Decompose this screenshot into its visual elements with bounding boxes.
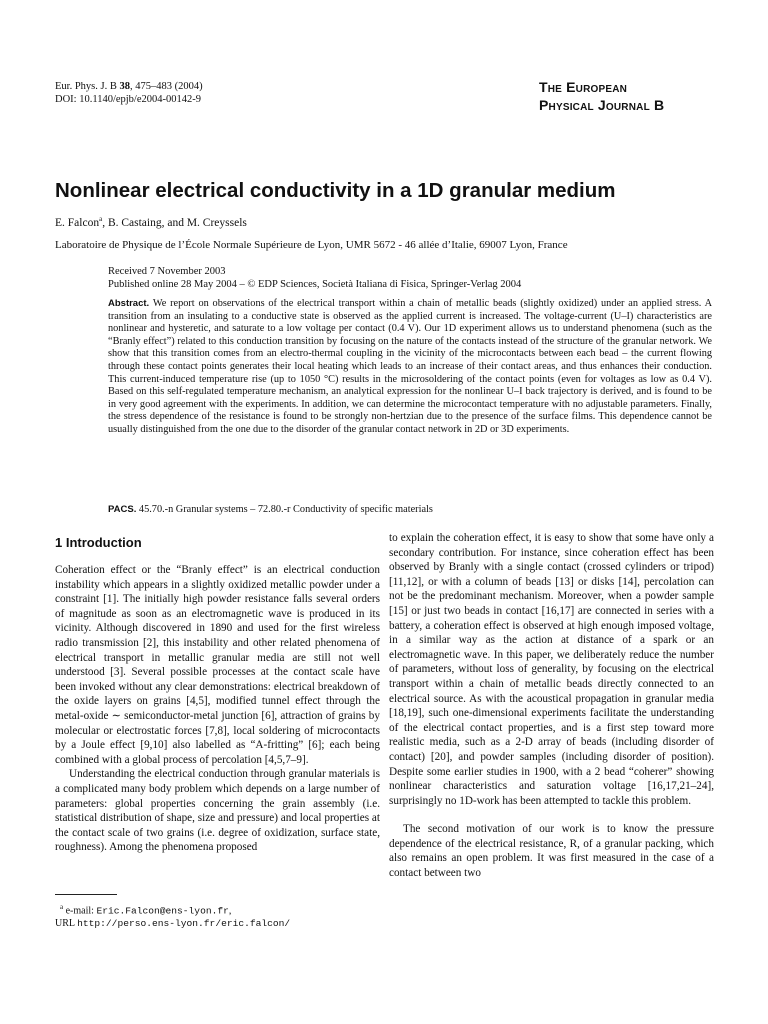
received-date: Received 7 November 2003 xyxy=(108,266,226,277)
body-column-left xyxy=(55,563,380,855)
abstract-label: Abstract. xyxy=(108,298,150,309)
footnote-email-line: $^a$ e-mail: Eric.Falcon@ens-lyon.fr, xyxy=(60,903,232,917)
paragraph: Understanding the electrical conduction through granular materials is a complicated many body problem which depends on a large number of parameters: global properties concerning the grain assembly (i.e. statistical distribution of shape, size and pressure) and local properties at the contact scale of two grains (i.e. degree of oxidization, surface state, roughness). Among the phenomena proposed xyxy=(55,768,380,854)
author-footnote-mark: a xyxy=(99,215,103,223)
citation-volume: 38 xyxy=(119,81,130,92)
affiliation: Laboratoire de Physique de l’École Normale Supérieure de Lyon, UMR 5672 - 46 allée d’Italie, 69007 Lyon, France xyxy=(55,239,568,251)
homepage-link[interactable]: http://perso.ens-lyon.fr/eric.falcon/ xyxy=(77,918,291,930)
published-date: Published online 28 May 2004 – © EDP Sciences, Società Italiana di Fisica, Springer-Verlag 2004 xyxy=(108,279,522,290)
journal-name-line2: Physical Journal B xyxy=(539,97,665,113)
footnote-url-line: URL http://perso.ens-lyon.fr/eric.falcon/ xyxy=(55,918,291,930)
body-column-right xyxy=(389,531,714,881)
journal-name xyxy=(539,78,664,114)
email-link[interactable]: Eric.Falcon@ens-lyon.fr xyxy=(96,905,229,917)
abstract-text: We report on observations of the electrical transport within a chain of metallic beads (slightly oxidized) under an applied stress. A transition from an insulating to a conductive state is observed as the applied current is increased. The voltage-current (U–I) characteristics are nonlinear and hysteretic, and saturate to a low voltage per contact (0.4 V). Our 1D experiment allows us to understand phenomena (such as the “Branly effect”) related to this conduction transition by focusing on the nature of the contacts instead of the structure of the granular network. We show that this transition comes from an electro-thermal coupling in the vicinity of the microcontacts between each bead – the current flowing through these contact points generates their local heating which leads to an increase of their contact areas, and thus enhances their conduction. This current-induced temperature rise (up to 1050 °C) results in the microsoldering of the contact points (even for voltages as low as 0.4 V). Based on this self-regulated temperature mechanism, an analytical expression for the nonlinear U–I back trajectory is derived, and is found to be in very good agreement with the experiments. In addition, we can determine the microcontact temperature with no adjustable parameters. Finally, the stress dependence of the resistance is found to be strongly non-hertzian due to the presence of the surface films. This dependence cannot be usually distinguished from the one due to the disorder of the granular contact network in 2D or 3D experiments. xyxy=(108,298,713,435)
footnote-rule xyxy=(55,894,117,895)
paragraph: to explain the coheration effect, it is easy to show that some have only a secondary contribution. For instance, since coheration effect has been observed by Branly with a single contact (crossed cylinders or tripod) [11,12], or with a column of beads [13] or disks [14], percolation can not be the predominant mechanism. Moreover, when a powder sample [15] or just two beads in contact [16,17] are connected in series with a battery, a coheration effect is observed at high enough imposed voltage, in a similar way as the action at distance of a spark or an electromagnetic wave. In this paper, we deliberately reduce the number of parameters, without loss of generality, by focusing on the electrical transport within a chain of metallic beads directly connected to an electrical source. As with the acoustical propagation in granular media [18,19], such one-dimensional experiments facilitate the understanding of the electrical contact properties, and is a first step toward more realistic media, such as a 2-D array of beads (including disorder of contact) [20], and powder samples (including disorder of position). Despite some earlier studies in 1900, with a 2 bead “coherer” showing nonlinear characteristics and saturation voltage [16,17,21–24], surprisingly no 1D-work has been attempted to tackle this problem. xyxy=(389,532,714,807)
journal-name-line1: The European xyxy=(539,79,628,95)
pacs-line xyxy=(108,504,433,515)
author-first: E. Falcon xyxy=(55,217,100,229)
citation-line: Eur. Phys. J. B 38, 475–483 (2004) xyxy=(55,81,203,92)
authors-rest: , B. Castaing, and M. Creyssels xyxy=(102,217,247,229)
footnote-mark: a xyxy=(60,903,64,911)
paragraph: Coheration effect or the “Branly effect” is an electrical conduction instability which appears in a slightly oxidized metallic powder under a constraint [1]. The initially high powder resistance falls several orders of magnitude as soon as an electromagnetic wave is produced in its vicinity. Although discovered in 1890 and used for the first wireless radio transmission [2], this instability and other related phenomena of electrical transport in metallic granular media are still not well understood [3]. Several possible processes at the contact scale have been invoked without any clear demonstrations: electrical breakdown of the oxide layers on grains [4,5], modified tunnel effect through the metal-oxide ∼ semiconductor-metal junction [6], attraction of grains by molecular or electrostatic forces [7,8], local soldering of microcontacts by a Joule effect [9,10] also labelled as “A-fritting” [6]; each being combined with a global process of percolation [4,5,7–9]. xyxy=(55,564,380,766)
doi-line: DOI: 10.1140/epjb/e2004-00142-9 xyxy=(55,94,202,105)
section-heading: 1 Introduction xyxy=(55,535,142,550)
publication-dates xyxy=(108,265,521,291)
pacs-label: PACS. xyxy=(108,504,137,515)
author-list xyxy=(55,217,247,229)
pacs-text: 45.70.-n Granular systems – 72.80.-r Conductivity of specific materials xyxy=(136,504,433,515)
abstract xyxy=(108,298,712,437)
paragraph: The second motivation of our work is to know the pressure dependence of the electrical resistance, R, of a granular packing, which also remains an open problem. It was first measured in the case of a contact between two xyxy=(389,823,714,880)
footnote xyxy=(55,901,290,930)
paper-title: Nonlinear electrical conductivity in a 1D granular medium xyxy=(55,179,616,202)
citation-block xyxy=(55,80,203,106)
